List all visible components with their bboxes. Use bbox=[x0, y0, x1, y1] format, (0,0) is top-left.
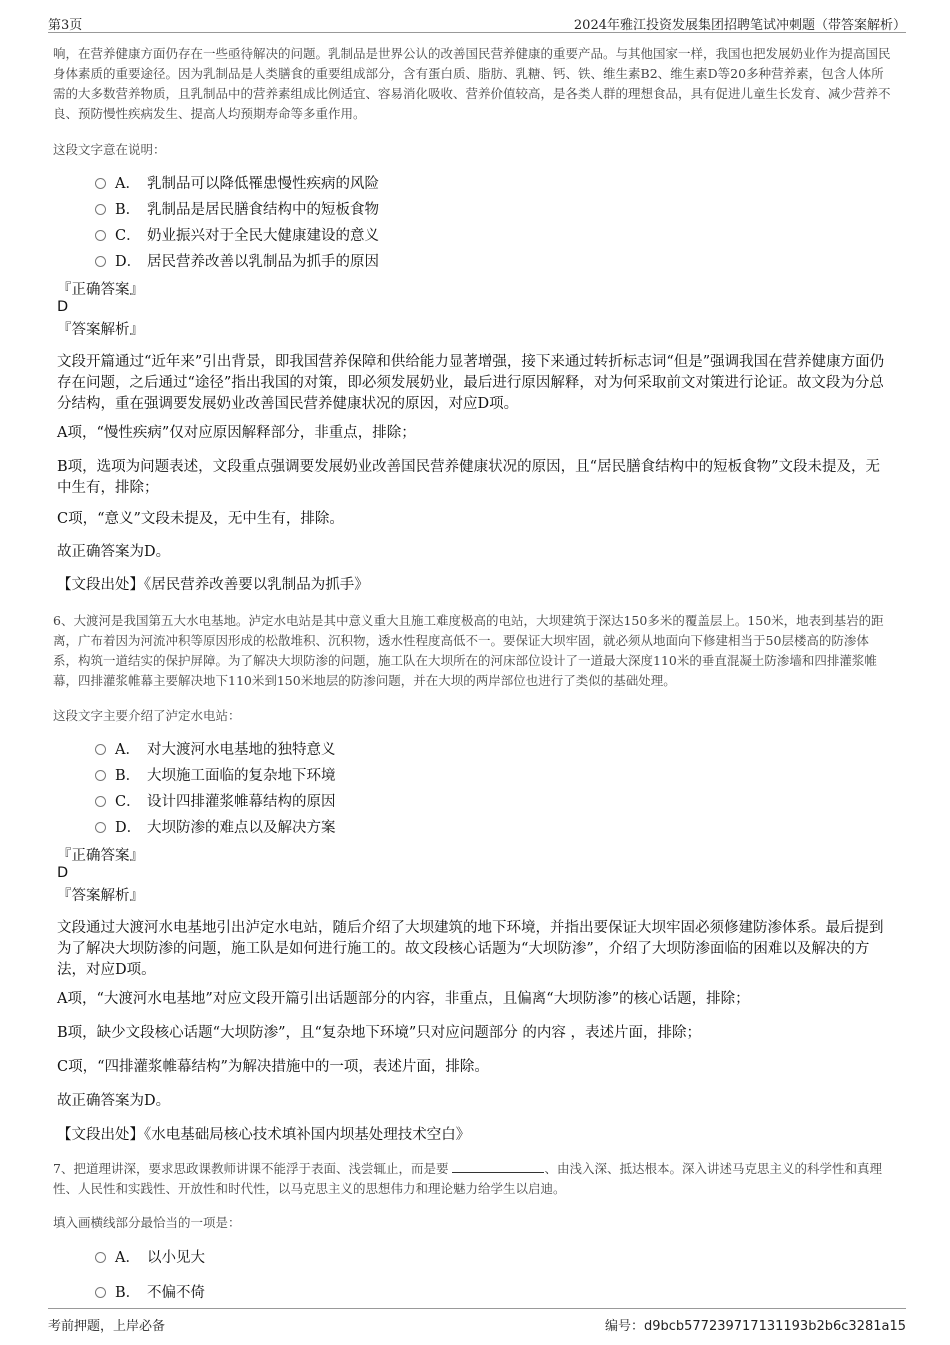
q6-analysis-main: 文段通过大渡河水电基地引出泸定水电站，随后介绍了大坝建筑的地下环境，并指出要保证大坝牢固必须修建防渗体系。最后提到为了解决大坝防渗的问题，施工队是如何进行施工的。故文段核心话题为“大坝防渗”，介绍了大坝防渗面临的困难以及解决的方法，对应D项。 bbox=[57, 920, 884, 978]
q6-answer-label: 『正确答案』 bbox=[57, 848, 144, 864]
q5-option-b[interactable]: B． 乳制品是居民膳食结构中的短板食物 bbox=[95, 199, 379, 221]
q5-analysis-a: A项，“慢性疾病”仅对应原因解释部分，非重点，排除； bbox=[57, 425, 416, 441]
radio-icon[interactable] bbox=[95, 1287, 106, 1298]
footer-code: 编号：d9bcb577239717131193b2b6c3281a15 bbox=[604, 1319, 906, 1334]
q7-option-b[interactable]: B． 不偏不倚 bbox=[95, 1282, 205, 1304]
q6-answer: D bbox=[57, 865, 69, 881]
footer-slogan: 考前押题，上岸必备 bbox=[48, 1319, 166, 1334]
q7-stem: 7、把道理讲深，要求思政课教师讲课不能浮于表面、浅尝辄止，而是要 、由浅入深、抵达根本。深入讲述马克思主义的科学性和真理性、人民性和实践性、开放性和时代性，以马克思主义的思想伟力和理论魅力给学生以启迪。 bbox=[53, 1158, 893, 1199]
radio-icon[interactable] bbox=[95, 796, 106, 807]
page-footer bbox=[48, 1308, 906, 1333]
q5-answer-label: 『正确答案』 bbox=[57, 282, 144, 298]
radio-icon[interactable] bbox=[95, 744, 106, 755]
q6-analysis-label: 『答案解析』 bbox=[57, 888, 144, 904]
q6-analysis-a: A项，“大渡河水电基地”对应文段开篇引出话题部分的内容，非重点，且偏离“大坝防渗”的核心话题，排除； bbox=[57, 991, 750, 1007]
q5-prompt: 这段文字意在说明： bbox=[53, 142, 166, 157]
page-number: 第3页 bbox=[48, 18, 83, 33]
radio-icon[interactable] bbox=[95, 230, 106, 241]
q6-stem: 6、大渡河是我国第五大水电基地。泸定水电站是其中意义重大且施工难度极高的电站，大坝建筑于深达150多米的覆盖层上。150米，地表到基岩的距离，广布着因为河流冲积等原因形成的松散堆积、沉积物，透水性程度高低不一。要保证大坝牢固，就必须从地面向下修建相当于50层楼高的防渗体系，构筑一道结实的保护屏障。为了解决大坝防渗的问题，施工队在大坝所在的河床部位设计了一道最大深度110米的垂直混凝土防渗墙和四排灌浆帷幕，四排灌浆帷幕主要解决地下110米到150米地层的防渗问题，并在大坝的两岸部位也进行了类似的基础处理。 bbox=[53, 613, 884, 688]
q5-analysis-c: C项，“意义”文段未提及，无中生有，排除。 bbox=[57, 511, 344, 527]
q6-option-c[interactable]: C． 设计四排灌浆帷幕结构的原因 bbox=[95, 791, 336, 813]
q6-option-d[interactable]: D． 大坝防渗的难点以及解决方案 bbox=[95, 817, 336, 839]
q5-source: 【文段出处】《居民营养改善要以乳制品为抓手》 bbox=[57, 577, 369, 593]
radio-icon[interactable] bbox=[95, 178, 106, 189]
q6-analysis-c: C项，“四排灌浆帷幕结构”为解决措施中的一项，表述片面，排除。 bbox=[57, 1059, 489, 1075]
radio-icon[interactable] bbox=[95, 1252, 106, 1263]
passage-text: 响，在营养健康方面仍存在一些亟待解决的问题。乳制品是世界公认的改善国民营养健康的重要产品。与其他国家一样，我国也把发展奶业作为提高国民身体素质的重要途径。因为乳制品是人类膳食的重要组成部分，含有蛋白质、脂肪、乳糖、钙、铁、维生素B2、维生素D等20多种营养素，包含人体所需的大多数营养物质，且乳制品中的营养素组成比例适宜、容易消化吸收、营养价值较高，是各类人群的理想食品，具有促进儿童生长发育、减少营养不良、预防慢性疾病发生、提高人均预期寿命等多重作用。 bbox=[53, 46, 891, 121]
q5-analysis-b: B项，选项为问题表述，文段重点强调要发展奶业改善国民营养健康状况的原因，且“居民膳食结构中的短板食物”文段未提及，无中生有，排除； bbox=[57, 459, 880, 496]
q5-answer: D bbox=[57, 299, 69, 315]
q7-option-a[interactable]: A． 以小见大 bbox=[95, 1247, 205, 1269]
q5-option-c[interactable]: C． 奶业振兴对于全民大健康建设的意义 bbox=[95, 225, 379, 247]
q5-conclusion: 故正确答案为D。 bbox=[57, 544, 171, 560]
q5-option-a[interactable]: A． 乳制品可以降低罹患慢性疾病的风险 bbox=[95, 173, 379, 195]
q6-conclusion: 故正确答案为D。 bbox=[57, 1093, 171, 1109]
q6-option-b[interactable]: B． 大坝施工面临的复杂地下环境 bbox=[95, 765, 336, 787]
q5-option-d[interactable]: D． 居民营养改善以乳制品为抓手的原因 bbox=[95, 251, 379, 273]
radio-icon[interactable] bbox=[95, 770, 106, 781]
radio-icon[interactable] bbox=[95, 256, 106, 267]
q6-analysis-b: B项，缺少文段核心话题“大坝防渗”，且“复杂地下环境”只对应问题部分 的内容 ，表述片面，排除； bbox=[57, 1025, 702, 1041]
radio-icon[interactable] bbox=[95, 204, 106, 215]
q6-prompt: 这段文字主要介绍了泸定水电站： bbox=[53, 708, 241, 723]
page-header bbox=[48, 10, 906, 33]
q5-analysis-main: 文段开篇通过“近年来”引出背景，即我国营养保障和供给能力显著增强，接下来通过转折标志词“但是”强调我国在营养健康方面仍存在问题，之后通过“途径”指出我国的对策，即必须发展奶业，最后进行原因解释，对为何采取前文对策进行论证。故文段为分总分结构，重在强调要发展奶业改善国民营养健康状况的原因，对应D项。 bbox=[57, 354, 885, 412]
document-title: 2024年雅江投资发展集团招聘笔试冲刺题（带答案解析） bbox=[573, 18, 906, 33]
radio-icon[interactable] bbox=[95, 822, 106, 833]
q6-option-a[interactable]: A． 对大渡河水电基地的独特意义 bbox=[95, 739, 336, 761]
q5-analysis-label: 『答案解析』 bbox=[57, 322, 144, 338]
q6-source: 【文段出处】《水电基础局核心技术填补国内坝基处理技术空白》 bbox=[57, 1127, 471, 1143]
q7-prompt: 填入画横线部分最恰当的一项是： bbox=[53, 1215, 241, 1230]
fill-blank[interactable] bbox=[452, 1158, 544, 1173]
